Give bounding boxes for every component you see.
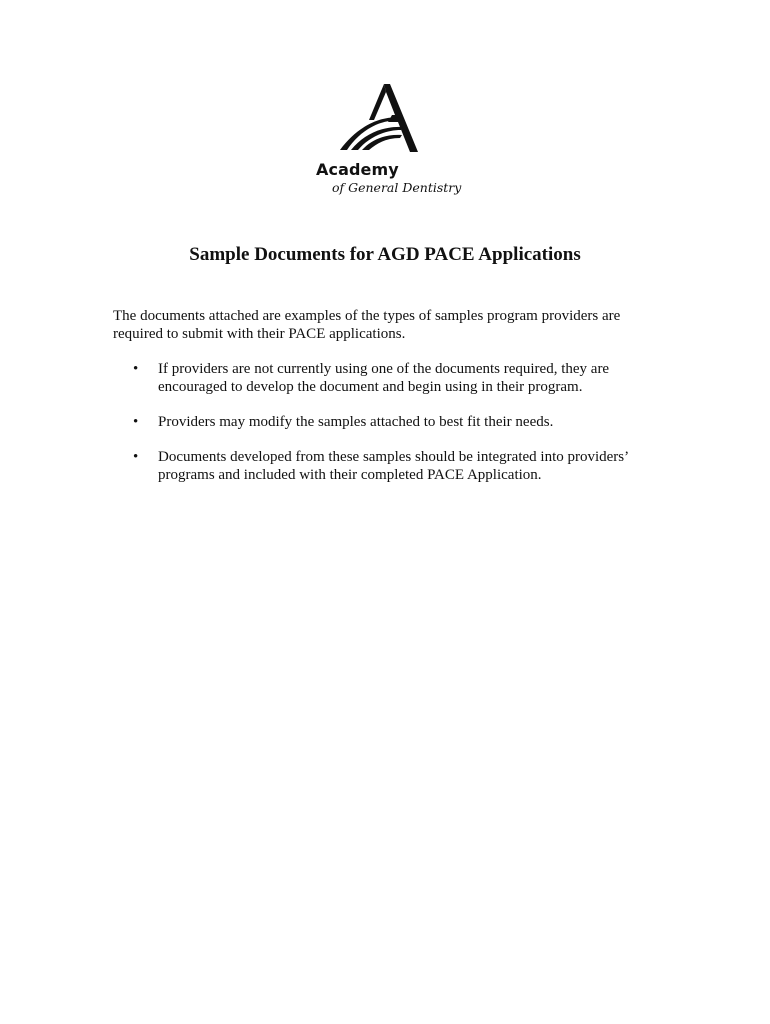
agd-logo [312, 84, 462, 202]
logo-subtitle-text: of General Dentistry [332, 180, 462, 195]
logo-academy-text: Academy [316, 160, 399, 179]
academy-a-logo-icon [338, 84, 418, 156]
bullet-icon: • [133, 449, 139, 465]
list-item [113, 448, 673, 484]
list-item-text: If providers are not currently using one of the documents required, they are encouraged to develop the document and begin using in their program. [158, 361, 610, 395]
list-item-text: Providers may modify the samples attached to best fit their needs. [158, 414, 554, 430]
intro-paragraph: The documents attached are examples of the types of samples program providers are required to submit with their PACE applications. [113, 308, 621, 342]
list-item [113, 360, 673, 396]
requirements-list [113, 360, 673, 501]
list-item [113, 413, 673, 431]
bullet-icon: • [133, 414, 139, 430]
bullet-icon: • [133, 361, 139, 377]
list-item-text: Documents developed from these samples should be integrated into providers’ programs and included with their completed PACE Application. [158, 449, 629, 483]
page-title: Sample Documents for AGD PACE Applications [189, 244, 581, 265]
